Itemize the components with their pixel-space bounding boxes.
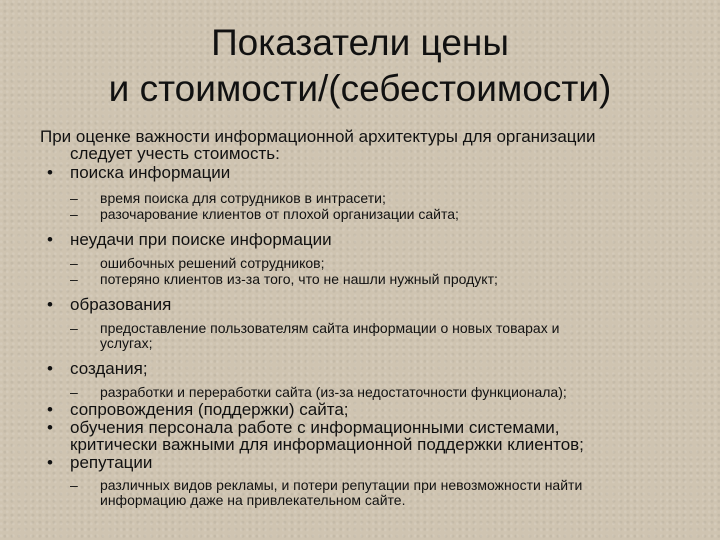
sub-bullet-text: потеряно клиентов из-за того, что не нашли нужный продукт;	[100, 271, 498, 287]
bullet-marker: •	[47, 359, 53, 378]
bullet-marker: •	[47, 400, 53, 419]
dash-marker: –	[70, 206, 78, 222]
bullet-text: репутации	[70, 453, 153, 472]
intro-line-2: следует учесть стоимость:	[70, 144, 280, 163]
sub-bullet-text: разочарование клиентов от плохой организации сайта;	[100, 206, 459, 222]
bullet-text: поиска информации	[70, 163, 231, 182]
bullet-item	[40, 231, 710, 248]
bullet-item	[40, 164, 710, 181]
sub-bullet-text-cont: услугах;	[100, 335, 153, 351]
title-line-2: и стоимости/(себестоимости)	[108, 68, 612, 109]
bullet-marker: •	[47, 230, 53, 249]
sub-bullet-text: предоставление пользователям сайта информации о новых товарах и	[100, 320, 560, 336]
dash-marker: –	[70, 271, 78, 287]
dash-marker: –	[70, 255, 78, 271]
title-line-1: Показатели цены	[211, 22, 509, 63]
sub-bullet-text: время поиска для сотрудников в интрасети;	[100, 190, 386, 206]
slide-body	[40, 128, 710, 508]
bullet-marker: •	[47, 418, 53, 437]
bullet-marker: •	[47, 295, 53, 314]
bullet-text: сопровождения (поддержки) сайта;	[70, 400, 349, 419]
sub-bullet-text-cont: информацию даже на привлекательном сайте.	[100, 492, 406, 508]
sub-bullet-item	[40, 272, 710, 287]
bullet-text: неудачи при поиске информации	[70, 230, 332, 249]
bullet-item	[40, 360, 710, 377]
sub-bullet-item	[40, 256, 710, 271]
bullet-text-cont: критически важными для информационной поддержки клиентов;	[70, 435, 584, 454]
slide-title	[0, 20, 720, 112]
sub-bullet-item	[40, 478, 710, 508]
bullet-text: образования	[70, 295, 172, 314]
dash-marker: –	[70, 477, 78, 493]
dash-marker: –	[70, 320, 78, 336]
bullet-text: обучения персонала работе с информационными системами,	[70, 418, 560, 437]
dash-marker: –	[70, 384, 78, 400]
sub-bullet-item	[40, 191, 710, 206]
bullet-item	[40, 401, 710, 418]
bullet-item	[40, 419, 710, 453]
dash-marker: –	[70, 190, 78, 206]
bullet-marker: •	[47, 163, 53, 182]
sub-bullet-text: ошибочных решений сотрудников;	[100, 255, 325, 271]
sub-bullet-item	[40, 207, 710, 222]
bullet-marker: •	[47, 453, 53, 472]
intro-text	[40, 128, 710, 162]
sub-bullet-text: различных видов рекламы, и потери репутации при невозможности найти	[100, 477, 583, 493]
bullet-item	[40, 454, 710, 471]
intro-line-1: При оценке важности информационной архитектуры для организации	[40, 127, 596, 146]
sub-bullet-item	[40, 385, 710, 400]
bullet-item	[40, 296, 710, 313]
sub-bullet-item	[40, 321, 710, 351]
sub-bullet-text: разработки и переработки сайта (из-за недостаточности функционала);	[100, 384, 567, 400]
bullet-text: создания;	[70, 359, 148, 378]
